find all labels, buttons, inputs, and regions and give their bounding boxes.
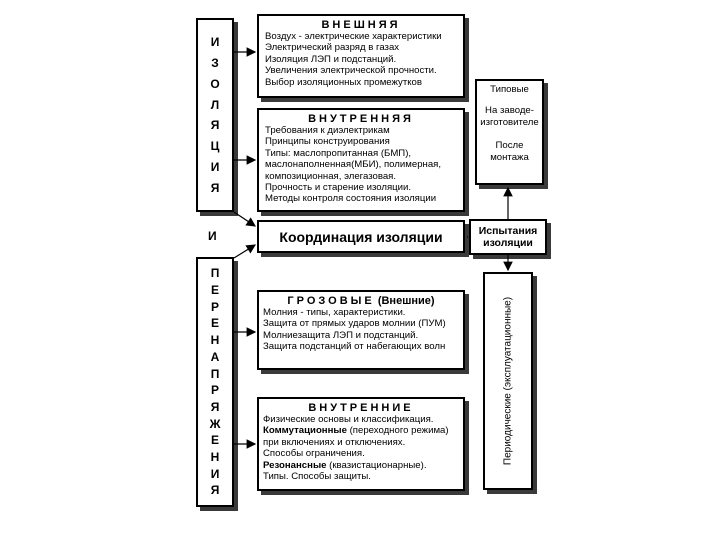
list-item: при включениях и отключениях. [263, 436, 406, 448]
letter: Я [210, 483, 220, 498]
letter: Е [210, 283, 219, 298]
bold-term: Резонансные [263, 459, 327, 471]
letter: П [210, 266, 220, 281]
letter: И [210, 466, 220, 481]
internal-over-title: ВНУТРЕННИЕ [308, 402, 414, 414]
letter: Ц [210, 139, 220, 154]
list-item: композиционная, элегазовая. [265, 170, 397, 182]
letter: П [210, 366, 220, 381]
letter: Я [210, 180, 220, 195]
letter: Я [210, 118, 220, 133]
external-title: ВНЕШНЯЯ [321, 19, 401, 31]
list-item: Защита подстанций от набегающих волн [263, 341, 446, 353]
list-item: Принципы конструирования [265, 136, 390, 148]
letter: И [210, 35, 220, 50]
bold-term: Коммутационные [263, 425, 347, 437]
list-item: Защита от прямых ударов молнии (ПУМ) [263, 318, 446, 330]
list-item: Требования к диэлектрикам [265, 125, 390, 136]
list-item: Электрический разряд в газах [265, 42, 400, 54]
list-item: Способы ограничения. [263, 448, 365, 460]
letter: Р [210, 383, 219, 398]
tests-label: Испытания изоляции [478, 225, 538, 249]
list-item: Изоляция ЛЭП и подстанций. [265, 53, 397, 65]
letter: Л [210, 97, 220, 112]
list-item: Молния - типы, характеристики. [263, 307, 406, 318]
periodic-label: Периодические (эксплуатационные) [502, 296, 514, 466]
coordination-label: Координация изоляции [279, 228, 443, 245]
arrow-top-to-coordination [234, 212, 255, 226]
term-detail: (квазистационарные). [326, 459, 427, 471]
list-item: Увеличения электрической прочности. [265, 65, 437, 77]
letter: Я [210, 399, 220, 414]
list-item: Типы: маслопропитанная (БМП), [265, 147, 412, 159]
lightning-title-suffix: (Внешние) [377, 295, 435, 307]
list-item: Типы. Способы защиты. [263, 471, 371, 483]
conjunction-letter: И [208, 229, 217, 243]
letter: И [210, 159, 220, 174]
list-item: Методы контроля состояния изоляции [265, 193, 437, 205]
list-item: Физические основы и классификация. [263, 414, 434, 425]
letter: Е [210, 316, 219, 331]
list-item: Выбор изоляционных промежутков [265, 76, 422, 88]
arrow-bottom-to-coordination [234, 245, 255, 258]
letter: Р [210, 299, 219, 314]
term-detail: (переходного режима) [346, 425, 449, 437]
letter: Н [210, 450, 220, 465]
letter: О [210, 76, 220, 91]
list-item: Прочность и старение изоляции. [265, 182, 412, 194]
list-item: Молниезащита ЛЭП и подстанций. [263, 329, 419, 341]
letter: Е [210, 433, 219, 448]
letter: А [210, 349, 220, 364]
type-tests-item-factory: На заводе-изготовителе [480, 105, 539, 128]
type-tests-item-after-install: После монтажа [490, 140, 529, 163]
letter: Ж [209, 416, 221, 431]
list-item: маслонаполненная(МБИ), полимерная, [265, 159, 442, 171]
list-item: Воздух - электрические характеристики [265, 31, 442, 42]
lightning-title: ГРОЗОВЫЕ [287, 295, 375, 307]
letter: З [211, 56, 219, 71]
type-tests-title: Типовые [490, 84, 529, 95]
letter: Н [210, 333, 220, 348]
internal-title: ВНУТРЕННЯЯ [308, 113, 414, 125]
